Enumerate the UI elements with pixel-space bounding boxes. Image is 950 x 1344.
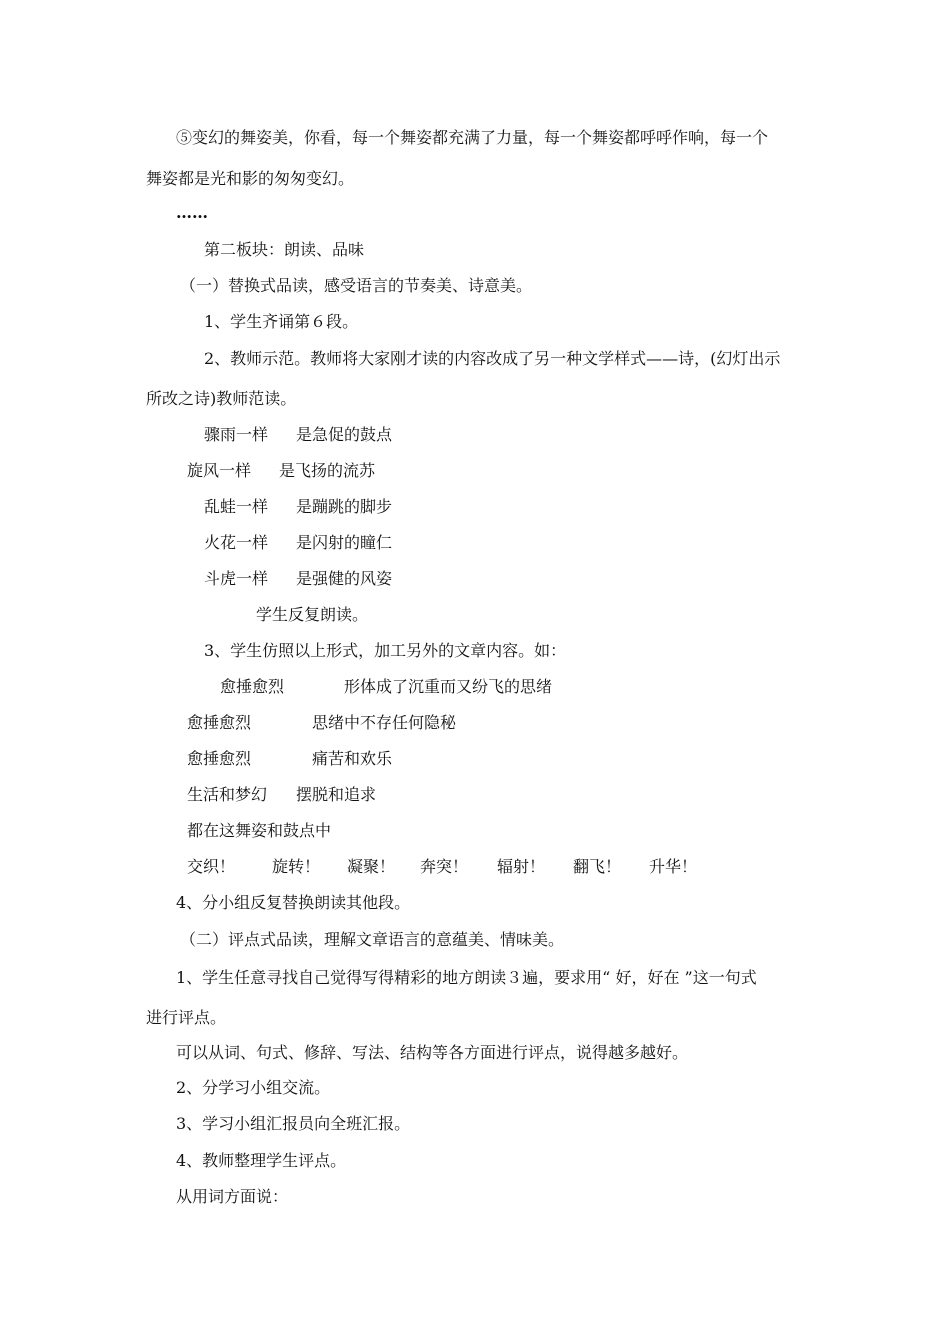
step-2-line-2: 所改之诗)教师范读。 bbox=[146, 389, 297, 408]
poem-2-line-5: 都在这舞姿和鼓点中 bbox=[187, 821, 332, 840]
part-1-title: （一）替换式品读，感受语言的节奏美、诗意美。 bbox=[180, 276, 533, 295]
eval-1-line-2: 进行评点。 bbox=[146, 1008, 227, 1027]
eval-1-line-1: 1、学生任意寻找自己觉得写得精彩的地方朗读３遍，要求用“ 好，好在 ”这一句式 bbox=[176, 968, 757, 987]
poem-2-line-a: 愈捶愈烈 bbox=[220, 677, 285, 696]
poem-2-line-a: 愈捶愈烈 bbox=[187, 713, 252, 732]
poem-2-line-b: 痛苦和欢乐 bbox=[312, 749, 393, 768]
verb: 翻飞！ bbox=[573, 857, 622, 876]
step-1: 1、学生齐诵第６段。 bbox=[204, 312, 359, 331]
poem-2-line-a: 愈捶愈烈 bbox=[187, 749, 252, 768]
eval-3: 3、学习小组汇报员向全班汇报。 bbox=[176, 1114, 411, 1133]
verb: 旋转！ bbox=[272, 857, 321, 876]
ellipsis: …… bbox=[176, 203, 208, 222]
poem-2-line bbox=[0, 713, 950, 733]
poem-1-line bbox=[0, 533, 950, 553]
poem-1-line-b: 是急促的鼓点 bbox=[296, 425, 393, 444]
verb: 升华！ bbox=[649, 857, 698, 876]
poem-1-line bbox=[0, 497, 950, 517]
poem-1-line-a: 斗虎一样 bbox=[204, 569, 269, 588]
verb: 凝聚！ bbox=[347, 857, 396, 876]
verb: 辐射！ bbox=[497, 857, 546, 876]
from-words-heading: 从用词方面说： bbox=[176, 1187, 289, 1206]
eval-4: 4、教师整理学生评点。 bbox=[176, 1151, 347, 1170]
part-2-title: （二）评点式品读，理解文章语言的意蕴美、情味美。 bbox=[180, 930, 565, 949]
step-3: 3、学生仿照以上形式，加工另外的文章内容。如： bbox=[204, 641, 567, 660]
eval-2: 2、分学习小组交流。 bbox=[176, 1078, 331, 1097]
poem-1-line-b: 是强健的风姿 bbox=[296, 569, 393, 588]
poem-2-line bbox=[0, 785, 950, 805]
section-2-heading: 第二板块：朗读、品味 bbox=[204, 240, 365, 259]
verb: 奔突！ bbox=[420, 857, 469, 876]
verbs-line bbox=[0, 857, 950, 877]
step-4: 4、分小组反复替换朗读其他段。 bbox=[176, 893, 411, 912]
poem-1-line bbox=[0, 569, 950, 589]
poem-2-line-b: 摆脱和追求 bbox=[296, 785, 377, 804]
poem-1-line-a: 乱蛙一样 bbox=[204, 497, 269, 516]
poem-2-line-b: 形体成了沉重而又纷飞的思绪 bbox=[344, 677, 553, 696]
poem-1-line-b: 是闪射的瞳仁 bbox=[296, 533, 393, 552]
poem-1-line-a: 旋风一样 bbox=[187, 461, 252, 480]
poem-1-line-b: 是蹦跳的脚步 bbox=[296, 497, 393, 516]
poem-1-line bbox=[0, 425, 950, 445]
eval-hint: 可以从词、句式、修辞、写法、结构等各方面进行评点，说得越多越好。 bbox=[176, 1043, 689, 1062]
paragraph-5-line-1: ⑤变幻的舞姿美，你看，每一个舞姿都充满了力量，每一个舞姿都呼呼作响，每一个 bbox=[176, 128, 769, 147]
poem-1-line-a: 骤雨一样 bbox=[204, 425, 269, 444]
poem-2-line-b: 思绪中不存任何隐秘 bbox=[312, 713, 457, 732]
poem-2-line bbox=[0, 677, 950, 697]
poem-2-line-a: 生活和梦幻 bbox=[187, 785, 268, 804]
verb: 交织！ bbox=[187, 857, 236, 876]
poem-1-line bbox=[0, 461, 950, 481]
paragraph-5-line-2: 舞姿都是光和影的匆匆变幻。 bbox=[146, 169, 355, 188]
step-2-line-1: 2、教师示范。教师将大家刚才读的内容改成了另一种文学样式——诗，(幻灯出示 bbox=[204, 349, 781, 368]
students-read: 学生反复朗读。 bbox=[256, 605, 369, 624]
poem-1-line-b: 是飞扬的流苏 bbox=[279, 461, 376, 480]
poem-2-line bbox=[0, 749, 950, 769]
poem-1-line-a: 火花一样 bbox=[204, 533, 269, 552]
